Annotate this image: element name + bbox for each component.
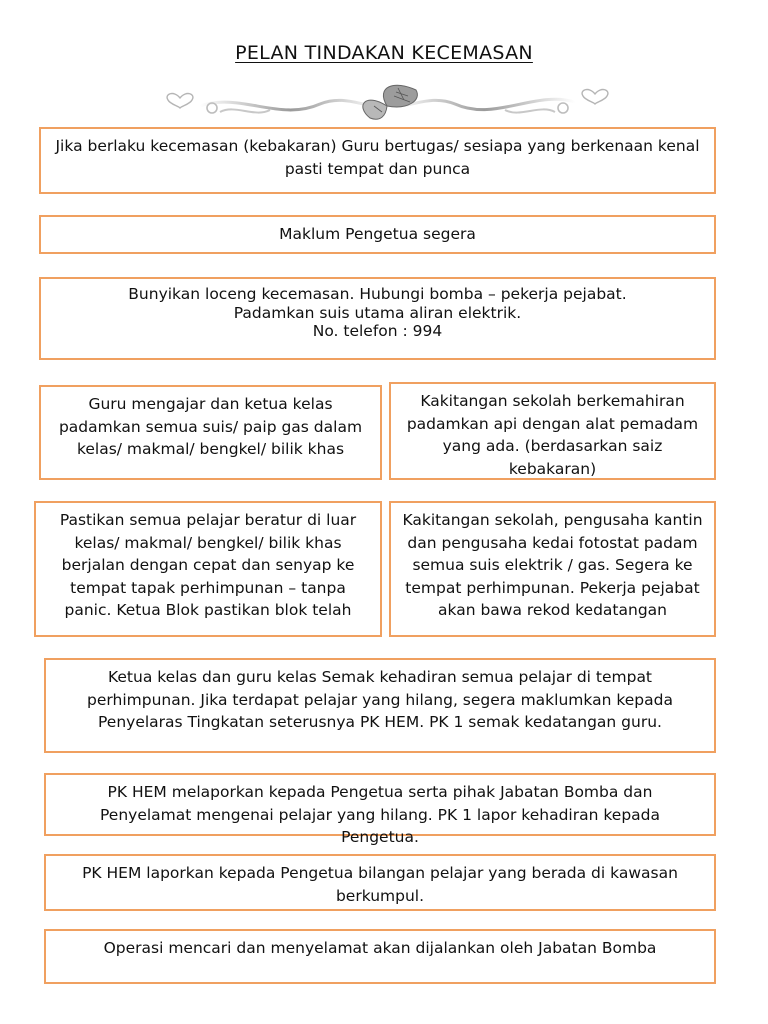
step-text: Jika berlaku kecemasan (kebakaran) Guru bertugas/ sesiapa yang berkenaan kenal pasti tempat dan punca <box>55 137 700 178</box>
step-text-line: No. telefon : 994 <box>312 322 443 340</box>
step-text: PK HEM laporkan kepada Pengetua bilangan pelajar yang berada di kawasan berkumpul. <box>82 864 678 905</box>
step-box-report-count <box>44 854 716 911</box>
step-box-sound-alarm <box>39 277 716 360</box>
step-text: Kakitangan sekolah berkemahiran padamkan api dengan alat pemadam yang ada. (berdasarkan saiz kebakaran) <box>406 392 699 478</box>
step-box-notify-principal <box>39 215 716 254</box>
step-text: Maklum Pengetua segera <box>279 225 476 243</box>
step-box-staff-cut-power <box>389 501 716 637</box>
page-title <box>0 42 768 64</box>
step-text: Operasi mencari dan menyelamat akan dijalankan oleh Jabatan Bomba <box>103 939 657 957</box>
step-box-students-assemble <box>34 501 382 637</box>
page-title-text: PELAN TINDAKAN KECEMASAN <box>235 42 533 64</box>
step-box-report-missing <box>44 773 716 846</box>
step-text: Ketua kelas dan guru kelas Semak kehadiran semua pelajar di tempat perhimpunan. Jika terdapat pelajar yang hilang, segera maklumkan kepada Penyelaras Tingkatan seterusnya PK HEM. PK 1 semak kedatangan guru. <box>87 668 673 731</box>
step-box-check-attendance <box>44 658 716 753</box>
step-box-identify <box>39 127 716 194</box>
step-text-line: Bunyikan loceng kecemasan. Hubungi bomba – pekerja pejabat. <box>128 285 627 303</box>
step-box-search-rescue <box>44 929 716 984</box>
step-box-teacher-switch-off <box>39 385 382 480</box>
step-text: Kakitangan sekolah, pengusaha kantin dan pengusaha kedai fotostat padam semua suis elektrik / gas. Segera ke tempat perhimpunan. Pekerja pejabat akan bawa rekod kedatangan <box>402 511 703 619</box>
step-text: Guru mengajar dan ketua kelas padamkan semua suis/ paip gas dalam kelas/ makmal/ bengkel/ bilik khas <box>58 395 363 458</box>
step-text-line: Padamkan suis utama aliran elektrik. <box>233 303 522 322</box>
step-text: PK HEM melaporkan kepada Pengetua serta pihak Jabatan Bomba dan Penyelamat mengenai pelajar yang hilang. PK 1 lapor kehadiran kepada Pengetua. <box>100 783 660 846</box>
butterfly-swirl-divider-icon <box>160 82 615 128</box>
step-box-staff-extinguish <box>389 382 716 480</box>
step-text: Pastikan semua pelajar beratur di luar kelas/ makmal/ bengkel/ bilik khas berjalan dengan cepat dan senyap ke tempat tapak perhimpunan – tanpa panic. Ketua Blok pastikan blok telah <box>59 511 357 619</box>
